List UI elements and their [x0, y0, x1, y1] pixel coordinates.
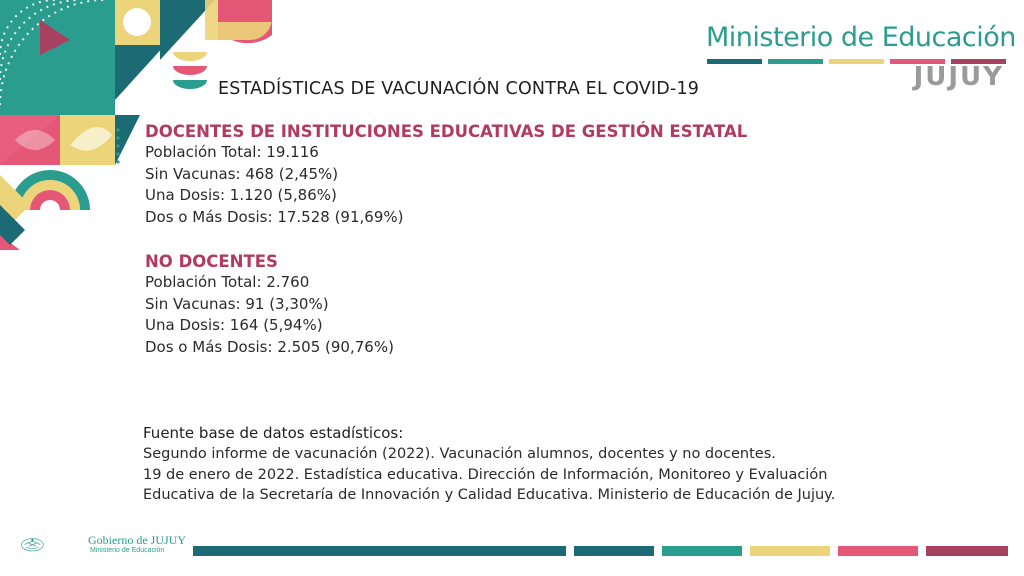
page-title: ESTADÍSTICAS DE VACUNACIÓN CONTRA EL COVID-19	[218, 79, 700, 99]
section-heading: NO DOCENTES	[145, 252, 278, 271]
source-block	[143, 423, 943, 506]
gobierno-logo-icon	[20, 522, 90, 566]
footer-bar	[750, 546, 830, 556]
stat-sin-vacunas: Sin Vacunas: 91 (3,30%)	[145, 294, 329, 313]
gov-name: Gobierno de JUJUY	[88, 533, 186, 547]
stat-una-dosis: Una Dosis: 1.120 (5,86%)	[145, 186, 337, 204]
section-no-docentes	[145, 251, 394, 358]
stat-dos-dosis: Dos o Más Dosis: 17.528 (91,69%)	[145, 207, 404, 226]
color-bar	[768, 59, 823, 64]
stat-total: Población Total: 2.760	[145, 273, 310, 291]
ministry-logo	[706, 22, 1016, 92]
province-name: JUJUY	[913, 62, 1004, 92]
stat-una-dosis: Una Dosis: 164 (5,94%)	[145, 316, 323, 334]
color-bar	[707, 59, 762, 64]
footer-bar	[838, 546, 918, 556]
stat-sin-vacunas: Sin Vacunas: 468 (2,45%)	[145, 164, 339, 183]
ministry-name: Ministerio de Educación	[706, 22, 1016, 53]
source-line: Segundo informe de vacunación (2022). Vacunación alumnos, docentes y no docentes.	[143, 446, 776, 462]
section-docentes	[145, 121, 747, 228]
stat-dos-dosis: Dos o Más Dosis: 2.505 (90,76%)	[145, 337, 394, 356]
footer-bar	[926, 546, 1008, 556]
footer-bar	[574, 546, 654, 556]
color-bar	[829, 59, 884, 64]
section-heading: DOCENTES DE INSTITUCIONES EDUCATIVAS DE GESTIÓN ESTATAL	[145, 122, 748, 141]
footer-bar	[193, 546, 566, 556]
gobierno-text	[88, 534, 186, 554]
stat-total: Población Total: 19.116	[145, 143, 319, 161]
gov-sub: Ministerio de Educación	[90, 547, 165, 554]
source-line: 19 de enero de 2022. Estadística educativa. Dirección de Información, Monitoreo y Evaluación	[143, 466, 828, 483]
source-heading: Fuente base de datos estadísticos:	[143, 424, 404, 442]
source-line: Educativa de la Secretaría de Innovación y Calidad Educativa. Ministerio de Educación de Jujuy.	[143, 487, 836, 503]
footer-bar	[662, 546, 742, 556]
